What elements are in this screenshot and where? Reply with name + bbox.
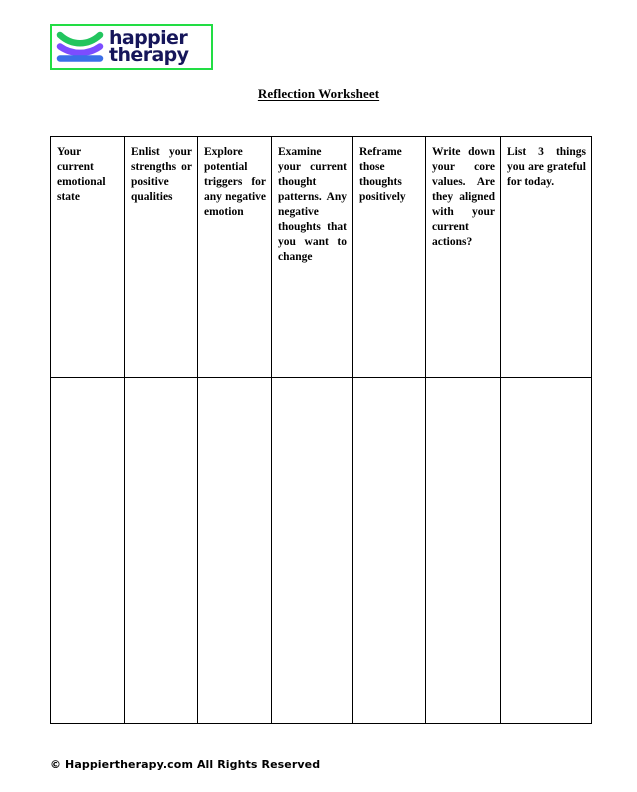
logo-mark-icon — [56, 29, 104, 65]
logo-bar-purple — [60, 47, 100, 53]
logo-bar-green — [60, 35, 100, 43]
logo-text-line2: therapy — [109, 44, 189, 66]
column-header-gratitude: List 3 things you are grateful for today. — [501, 137, 592, 378]
table-answer-row — [51, 378, 592, 724]
answer-cell-reframe[interactable] — [353, 378, 426, 724]
column-header-emotional-state: Your current emotional state — [51, 137, 125, 378]
answer-cell-strengths[interactable] — [125, 378, 198, 724]
column-header-strengths: Enlist your strengths or positive qualities — [125, 137, 198, 378]
page-title: Reflection Worksheet — [257, 86, 380, 101]
answer-cell-triggers[interactable] — [198, 378, 272, 724]
answer-cell-thought-patterns[interactable] — [272, 378, 353, 724]
column-header-core-values: Write down your core values. Are they aligned with your current actions? — [426, 137, 501, 378]
column-header-thought-patterns: Examine your current thought patterns. Any negative thoughts that you want to change — [272, 137, 353, 378]
brand-logo — [50, 24, 213, 70]
table-header-row — [51, 137, 592, 378]
reflection-worksheet-table — [50, 136, 592, 724]
column-header-reframe: Reframe those thoughts positively — [353, 137, 426, 378]
answer-cell-gratitude[interactable] — [501, 378, 592, 724]
logo-wordmark — [109, 27, 189, 66]
column-header-triggers: Explore potential triggers for any negative emotion — [198, 137, 272, 378]
logo-text-line1: happier — [109, 27, 188, 50]
answer-cell-emotional-state[interactable] — [51, 378, 125, 724]
answer-cell-core-values[interactable] — [426, 378, 501, 724]
footer-copyright: © Happiertherapy.com All Rights Reserved — [50, 758, 321, 771]
